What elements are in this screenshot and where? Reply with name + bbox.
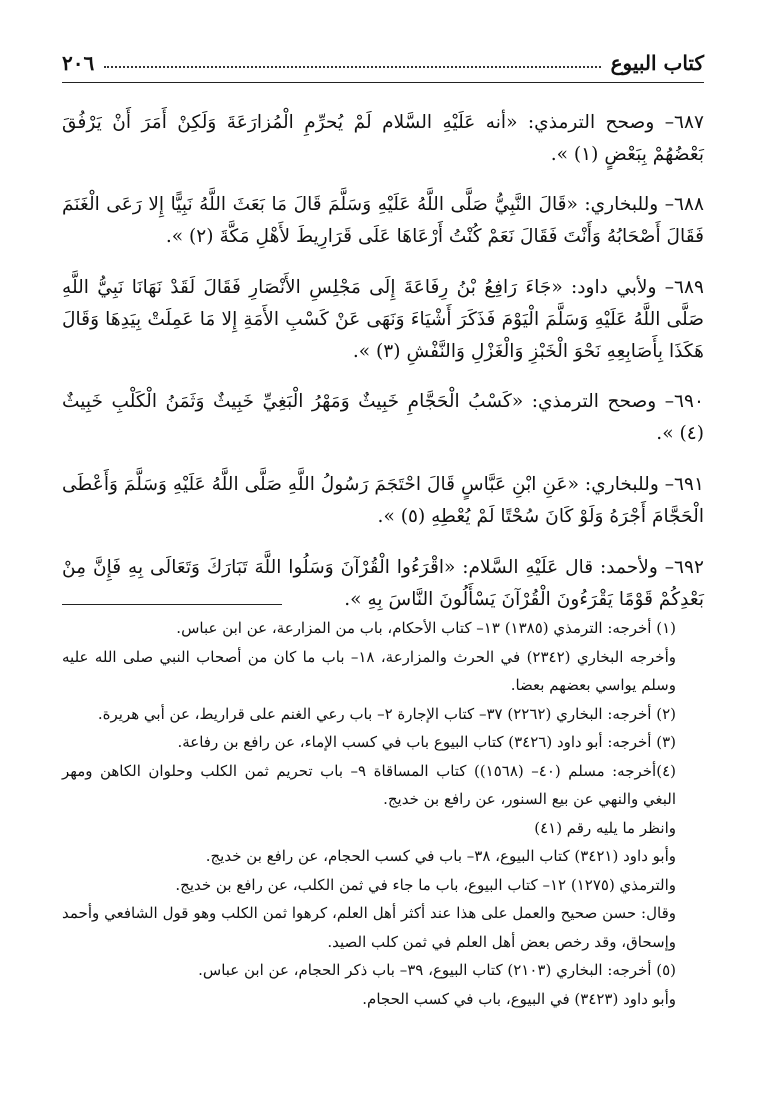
- footnote: وقال: حسن صحيح والعمل على هذا عند أكثر أهل العلم، كرهوا ثمن الكلب وهو قول الشافعي وأحمد وإسحاق، وقد رخص بعض أهل العلم في ثمن كلب الصيد.: [62, 904, 676, 951]
- footnote: وأبو داود (٣٤٢١) كتاب البيوع، ٣٨– باب في كسب الحجام، عن رافع بن خديج.: [205, 847, 676, 865]
- hadith-690: ٦٩٠– وصحح الترمذي: «كَسْبُ الْحَجَّامِ خَبِيثٌ وَمَهْرُ الْبَغِيِّ خَبِيثٌ وَثَمَنُ الْكَلْبِ خَبِيثٌ (٤) ».: [62, 391, 704, 445]
- footnote: وأبو داود (٣٤٢٣) في البيوع، باب في كسب الحجام.: [362, 989, 676, 1008]
- main-text: [62, 88, 704, 622]
- footnote: وأخرجه البخاري (٢٣٤٢) في الحرث والمزارعة، ١٨– باب ما كان من أصحاب النبي صلى الله عليه وسلم يواسي بعضهم بعضا.: [62, 647, 676, 694]
- footnote: (٤)أخرجه: مسلم (٤٠– (١٥٦٨)) كتاب المساقاة ٩– باب تحريم ثمن الكلب وحلوان الكاهن ومهر البغي والنهي عن بيع السنور، عن رافع بن خديج.: [62, 761, 676, 808]
- footnote: (١) أخرجه: الترمذي (١٣٨٥) ١٣– كتاب الأحكام، باب من المزارعة، عن ابن عباس.: [176, 619, 676, 637]
- footnote: والترمذي (١٢٧٥) ١٢– كتاب البيوع، باب ما جاء في ثمن الكلب، عن رافع بن خديج.: [175, 875, 676, 894]
- page: [62, 0, 704, 1099]
- header-leader-dots: [104, 66, 600, 68]
- hadith-688: ٦٨٨– وللبخاري: «قَالَ النَّبِيُّ صَلَّى اللَّهُ عَلَيْهِ وَسَلَّمَ قَالَ مَا بَعَثَ اللَّهُ نَبِيًّا إِلا رَعَى الْغَنَمَ فَقَالَ أَصْحَابُهُ وَأَنْتَ فَقَالَ نَعَمْ كُنْتُ أَرْعَاهَا عَلَى قَرَارِيطَ لأَهْلِ مَكَّةَ (٢) ».: [62, 194, 704, 248]
- footnote-separator: [62, 604, 282, 605]
- footnote: (٢) أخرجه: البخاري (٢٢٦٢) ٣٧– كتاب الإجارة ٢– باب رعي الغنم على قراريط، عن أبي هريرة.: [97, 704, 676, 723]
- hadith-691: ٦٩١– وللبخاري: «عَنِ ابْنِ عَبَّاسٍ قَالَ احْتَجَمَ رَسُولُ اللَّهِ صَلَّى اللَّهُ عَلَيْهِ وَسَلَّمَ وَأَعْطَى الْحَجَّامَ أَجْرَهُ وَلَوْ كَانَ سُحْتًا لَمْ يُعْطِهِ (٥) ».: [62, 473, 704, 527]
- hadith-689: ٦٨٩– ولأبي داود: «جَاءَ رَافِعُ بْنُ رِفَاعَةَ إِلَى مَجْلِسِ الأَنْصَارِ فَقَالَ لَقَدْ نَهَانَا نَبِيُّ اللَّهِ صَلَّى اللَّهُ عَلَيْهِ وَسَلَّمَ الْيَوْمَ فَذَكَرَ أَشْيَاءَ وَنَهَى عَنْ كَسْبِ الأَمَةِ إِلا مَا عَمِلَتْ بِيَدِهَا وَقَالَ هَكَذَا بِأَصَابِعِهِ نَحْوَ الْخَبْزِ وَالْغَزْلِ وَالنَّفْشِ (٣) ».: [62, 276, 704, 362]
- footnotes: [62, 614, 704, 1013]
- hadith-687: ٦٨٧– وصحح الترمذي: «أنه عَلَيْهِ السَّلام لَمْ يُحرِّمِ الْمُزارَعَةَ وَلَكِنْ أَمَرَ أَنْ يَرْفُقَ بَعْضُهُمْ بِبَعْضٍ (١) ».: [62, 111, 704, 165]
- chapter-title: كتاب البيوع: [610, 51, 704, 75]
- footnote: (٣) أخرجه: أبو داود (٣٤٢٦) كتاب البيوع باب في كسب الإماء، عن رافع بن رفاعة.: [177, 733, 676, 751]
- hadith-692: ٦٩٢– ولأحمد: قال عَلَيْهِ السَّلام: «اقْرَءُوا الْقُرْآنَ وَسَلُوا اللَّهَ تَبَارَكَ وَتَعَالَى بِهِ فَإِنَّ مِنْ بَعْدِكُمْ قَوْمًا يَقْرَءُونَ الْقُرْآنَ يَسْأَلُونَ النَّاسَ بِهِ ».: [62, 556, 704, 610]
- footnote: وانظر ما يليه رقم (٤١): [534, 818, 676, 837]
- footnote: (٥) أخرجه: البخاري (٢١٠٣) كتاب البيوع، ٣٩– باب ذكر الحجام، عن ابن عباس.: [198, 961, 676, 979]
- page-header: [62, 44, 704, 83]
- page-number: ٢٠٦: [62, 51, 95, 75]
